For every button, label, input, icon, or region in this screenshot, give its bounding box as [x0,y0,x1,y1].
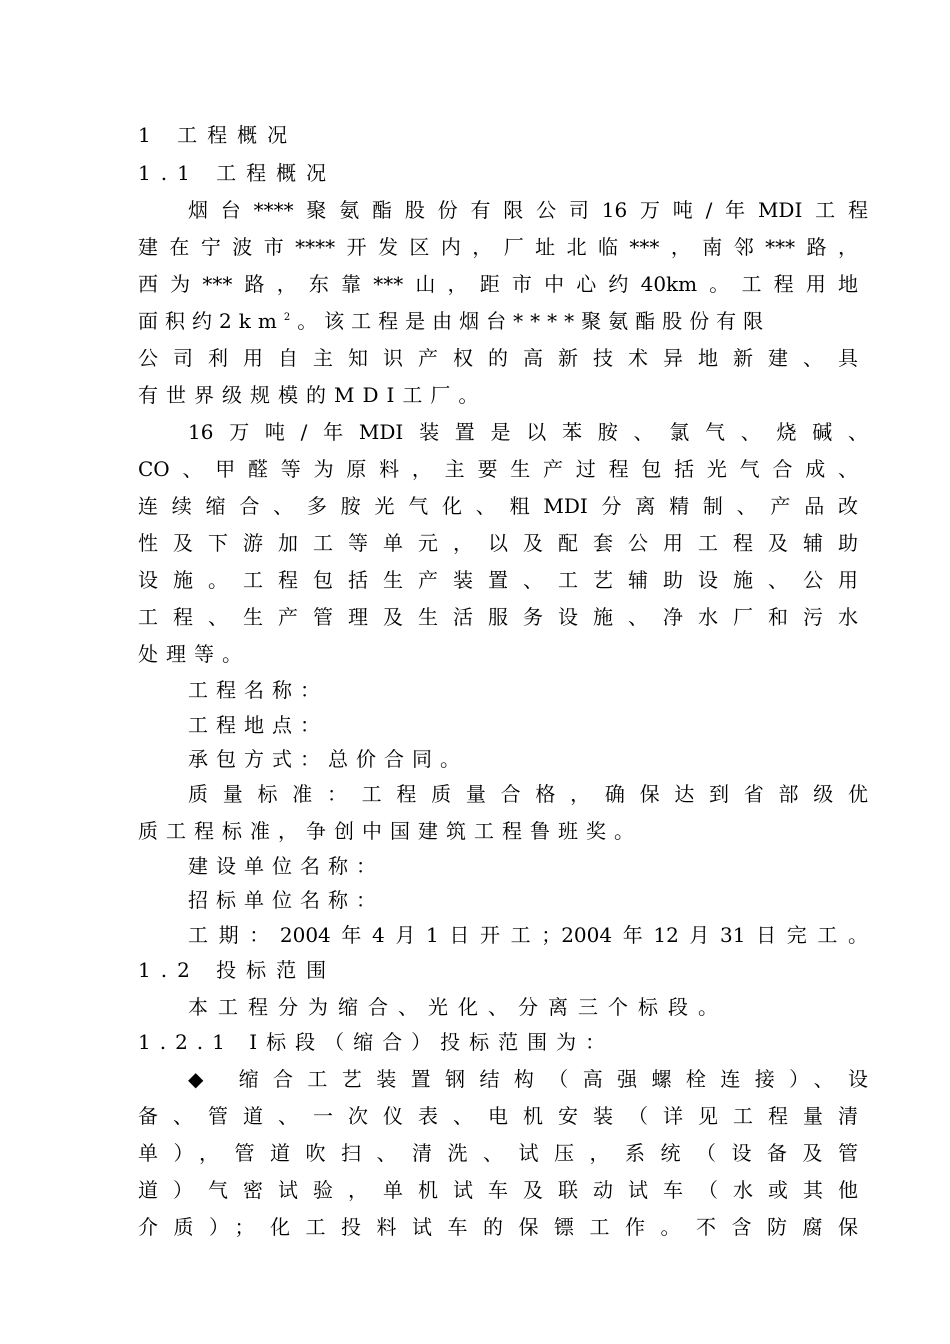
para2-line: 连续缩合、多胺光气化、粗MDI分离精制、产品改 [138,494,858,518]
area-superscript: 2 [283,312,298,323]
para2-line: 性及下游加工等单元，以及配套公用工程及辅助 [138,531,858,555]
heading-1-2: 1.2 投标范围 [138,958,337,982]
project-name-label: 工程名称： [188,678,328,702]
para1-line: 有世界级规模的MDI工厂。 [138,383,487,407]
area-text: 面积约2km [138,309,284,333]
bullet-line: 备、管道、一次仪表、电机安装（详见工程量清 [138,1104,858,1128]
para1-line-area [138,306,858,336]
para1-line: 烟台****聚氨酯股份有限公司16万吨/年MDI工程 [188,198,868,222]
tenderer-label: 招标单位名称： [188,888,384,912]
para1-line: 西为***路，东靠***山，距市中心约40km。工程用地 [138,272,858,296]
heading-1: 1 工程概况 [138,123,298,147]
para1-line: 建在宁波市****开发区内，厂址北临***，南邻***路， [138,235,858,259]
scope-intro: 本工程分为缩合、光化、分离三个标段。 [188,995,728,1019]
para2-line: 设施。工程包括生产装置、工艺辅助设施、公用 [138,568,858,592]
bullet-line: ◆ 缩合工艺装置钢结构（高强螺栓连接）、设 [188,1067,868,1091]
para1-line: 公司利用自主知识产权的高新技术异地新建、具 [138,346,858,370]
area-tail-text: 。该工程是由烟台****聚氨酯股份有限 [297,309,771,333]
para2-line: 16万吨/年MDI装置是以苯胺、氯气、烧碱、 [188,420,868,444]
builder-label: 建设单位名称： [188,854,384,878]
quality-standard-line: 质工程标准，争创中国建筑工程鲁班奖。 [138,819,642,843]
bullet-line: 单），管道吹扫、清洗、试压，系统（设备及管 [138,1141,858,1165]
para2-line: 工程、生产管理及生活服务设施、净水厂和污水 [138,605,858,629]
schedule: 工期：2004年4月1日开工；2004年12月31日完工。 [188,923,868,947]
heading-1-2-1: 1.2.1 Ⅰ标段（缩合）投标范围为： [138,1030,615,1054]
para2-line: 处理等。 [138,642,250,666]
contract-mode: 承包方式：总价合同。 [188,747,468,771]
bullet-line: 道）气密试验，单机试车及联动试车（水或其他 [138,1178,858,1202]
project-location-label: 工程地点： [188,713,328,737]
bullet-line: 介质）；化工投料试车的保镖工作。不含防腐保 [138,1215,858,1239]
quality-standard-line: 质量标准：工程质量合格，确保达到省部级优 [188,782,868,806]
para2-line: CO、甲醛等为原料，主要生产过程包括光气合成、 [138,457,858,481]
heading-1-1: 1.1 工程概况 [138,161,337,185]
